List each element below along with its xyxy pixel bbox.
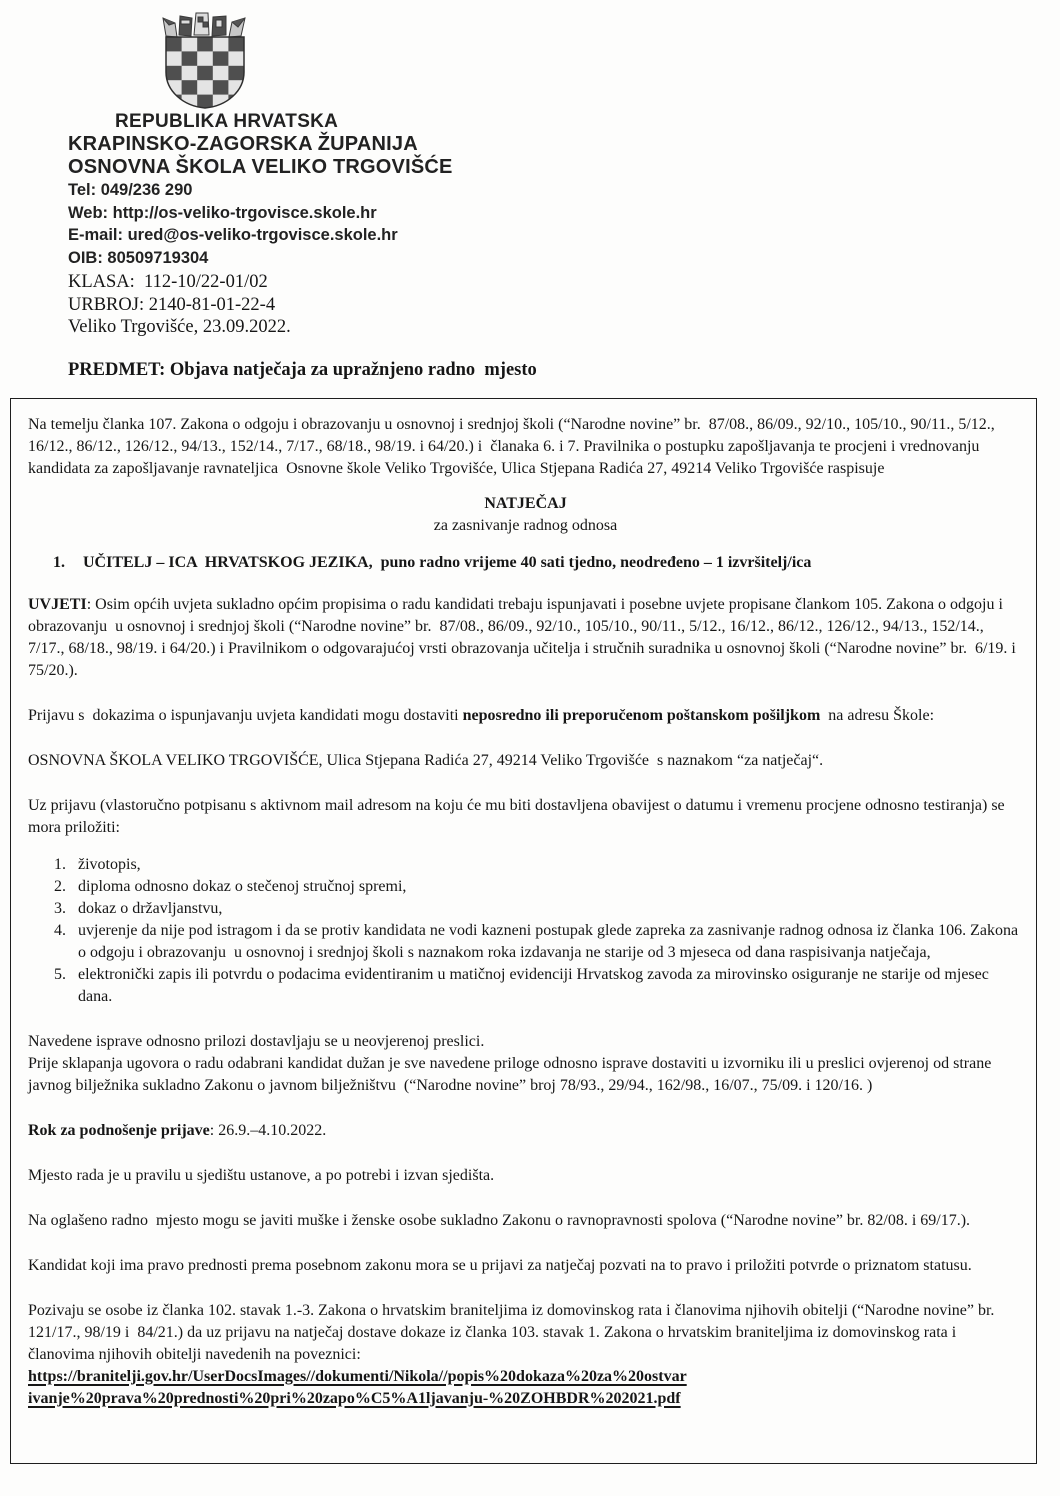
position-text: UČITELJ – ICA HRVATSKOG JEZIKA, puno radno vrijeme 40 sati tjedno, neodređeno – 1 izvršitelj/ica (83, 553, 812, 571)
conditions-paragraph (28, 594, 1023, 682)
letterhead-web: Web: http://os-veliko-trgovisce.skole.hr (68, 203, 377, 222)
attachment-text: elektronički zapis ili potvrdu o podacima evidentiranim u matičnoj evidenciji Hrvatskog zavoda za mirovinsko osiguranje ne starije od mjesec dana. (78, 965, 993, 1005)
letterhead-email: E-mail: ured@os-veliko-trgovisce.skole.hr (68, 226, 398, 244)
attachment-text: diploma odnosno dokaz o stečenoj stručnoj spremi, (78, 877, 407, 895)
document-meta (68, 271, 1060, 339)
attachment-number: 1. (54, 855, 66, 873)
attachment-item (54, 854, 1023, 876)
veterans-link[interactable] (28, 1366, 1023, 1410)
deadline-value: : 26.9.–4.10.2022. (209, 1121, 327, 1139)
attachment-text: uvjerenje da nije pod istragom i da se protiv kandidata ne vodi kazneni postupak glede zapreka za zasnivanje radnog odnosa iz članka 106. Zakona o odgoju i obrazovanju u osnovnoj i srednjoj školi s naznakom roka izdavanja ne starije od 3 mjeseca od dana raspisivanja natječaja, (78, 921, 1027, 961)
position-item (28, 552, 1023, 574)
conditions-label: UVJETI (28, 595, 87, 613)
school-address-line: OSNOVNA ŠKOLA VELIKO TRGOVIŠĆE, Ulica Stjepana Radića 27, 49214 Veliko Trgovišće s naznakom “za natječaj“. (28, 751, 824, 769)
delivery-bold: neposredno ili preporučenom poštanskom pošiljkom (462, 706, 821, 724)
veterans-link-line2: ivanje%20prava%20prednosti%20pri%20zapo%C5%A1ljavanju-%20ZOHBDR%202021.pdf (28, 1389, 681, 1407)
attachment-number: 5. (54, 965, 66, 983)
attachment-text: dokaz o državljanstvu, (78, 899, 223, 917)
delivery-post: na adresu Škole: (820, 706, 935, 724)
priority-note: Kandidat koji ima pravo prednosti prema posebnom zakonu mora se u prijavi za natječaj pozvati na to pravo i priložiti potvrde o priznatom statusu. (28, 1256, 972, 1274)
attachment-item (54, 964, 1023, 1008)
copies-note: Navedene isprave odnosno prilozi dostavljaju se u neovjerenoj preslici. (28, 1032, 485, 1050)
letterhead-country: REPUBLIKA HRVATSKA (115, 111, 339, 132)
veterans-link-line1: https://branitelji.gov.hr/UserDocsImages//dokumenti/Nikola//popis%20dokaza%20za%20ostvar (28, 1367, 687, 1385)
attachment-text: životopis, (78, 855, 141, 873)
attachment-item (54, 876, 1023, 898)
attachment-number: 3. (54, 899, 66, 917)
letterhead-county: KRAPINSKO-ZAGORSKA ŽUPANIJA (68, 133, 418, 155)
urbroj-line: URBROJ: 2140-81-01-22-4 (68, 294, 276, 315)
attachment-number: 4. (54, 921, 66, 939)
equality-note: Na oglašeno radno mjesto mogu se javiti muške i ženske osobe sukladno Zakonu o ravnopravnosti spolova (“Narodne novine” br. 82/08. i 69/17.). (28, 1211, 971, 1229)
position-number: 1. (53, 553, 65, 571)
intro-paragraph: Na temelju članka 107. Zakona o odgoju i obrazovanju u osnovnoj i srednjoj školi (“Narodne novine” br. 87/08., 86/09., 92/10., 105/10., 90/11., 5/12., 16/12., 86/12., 126/12., 94/13., 152/14., 7/17., 68/18., 98/19. i 64/20.) i članaka 6. i 7. Pravilnika o postupku zapošljavanja te procjeni i vrednovanju kandidata za zapošljavanje ravnateljica Osnovne škole Veliko Trgovišće, Ulica Stjepana Radića 27, 49214 Veliko Trgovišće raspisuje (28, 415, 999, 477)
letterhead-oib: OIB: 80509719304 (68, 248, 209, 267)
attachment-item (54, 920, 1027, 964)
subject-line: PREDMET: Objava natječaja za upražnjeno radno mjesto (68, 359, 537, 380)
place-date-line: Veliko Trgovišće, 23.09.2022. (68, 317, 291, 337)
attachment-item (54, 898, 1023, 920)
attachments-list (28, 854, 1027, 1008)
conditions-text: : Osim općih uvjeta sukladno općim propisima o radu kandidati trebaju ispunjavati i posebne uvjete propisane člankom 105. Zakona o odgoju i obrazovanju u osnovnoj i srednjoj školi (“Narodne novine” br. 87/08., 86/09., 92/10., 105/10., 90/11., 5/12., 16/12., 86/12., 126/12., 94/13., 152/14., 7/17., 68/18., 98/19. i 64/20.) i Pravilnikom o odgovarajućoj vrsti obrazovanja učitelja i stručnih suradnika u osnovnoj školi (“Narodne novine” br. 6/19. i 75/20.). (28, 595, 1020, 679)
originals-note: Prije sklapanja ugovora o radu odabrani kandidat dužan je sve navedene priloge odnosno isprave dostaviti u izvorniku ili u preslici ovjerenoj od strane javnog bilježnika sukladno Zakonu o javnom bilježništvu (“Narodne novine” broj 78/93., 29/94., 162/98., 16/07., 75/09. i 120/16. ) (28, 1054, 996, 1094)
croatian-coat-of-arms-icon (150, 10, 260, 110)
notice-title: NATJEČAJ (484, 494, 567, 512)
notice-box (10, 398, 1037, 1464)
letterhead-tel: Tel: 049/236 290 (68, 181, 193, 199)
notice-subtitle: za zasnivanje radnog odnosa (433, 516, 618, 534)
delivery-pre: Prijavu s dokazima o ispunjavanju uvjeta kandidati mogu dostaviti (28, 706, 463, 724)
letterhead-school: OSNOVNA ŠKOLA VELIKO TRGOVIŠĆE (68, 156, 453, 178)
klasa-line: KLASA: 112-10/22-01/02 (68, 272, 268, 292)
deadline-label: Rok za podnošenje prijave (28, 1121, 210, 1139)
veterans-paragraph: Pozivaju se osobe iz članka 102. stavak 1.-3. Zakona o hrvatskim braniteljima iz domovinskog rata i članovima njihovih obitelji (“Narodne novine” br. 121/17., 98/19 i 84/21.) da uz prijavu na natječaj dostave dokaze iz članka 103. stavak 1. Zakona o hrvatskim braniteljima iz domovinskog rata i članovima njihovih obitelji navedenih na poveznici: (28, 1301, 999, 1363)
deadline-line (28, 1120, 1023, 1142)
attachment-number: 2. (54, 877, 66, 895)
attachments-intro: Uz prijavu (vlastoručno potpisanu s aktivnom mail adresom na koju će mu biti dostavljena obavijest o datumu i vremenu procjene odnosno testiranja) se mora priložiti: (28, 796, 1009, 836)
letterhead (0, 0, 1060, 269)
workplace-note: Mjesto rada je u pravilu u sjedištu ustanove, a po potrebi i izvan sjedišta. (28, 1166, 495, 1184)
delivery-paragraph (28, 705, 1023, 727)
